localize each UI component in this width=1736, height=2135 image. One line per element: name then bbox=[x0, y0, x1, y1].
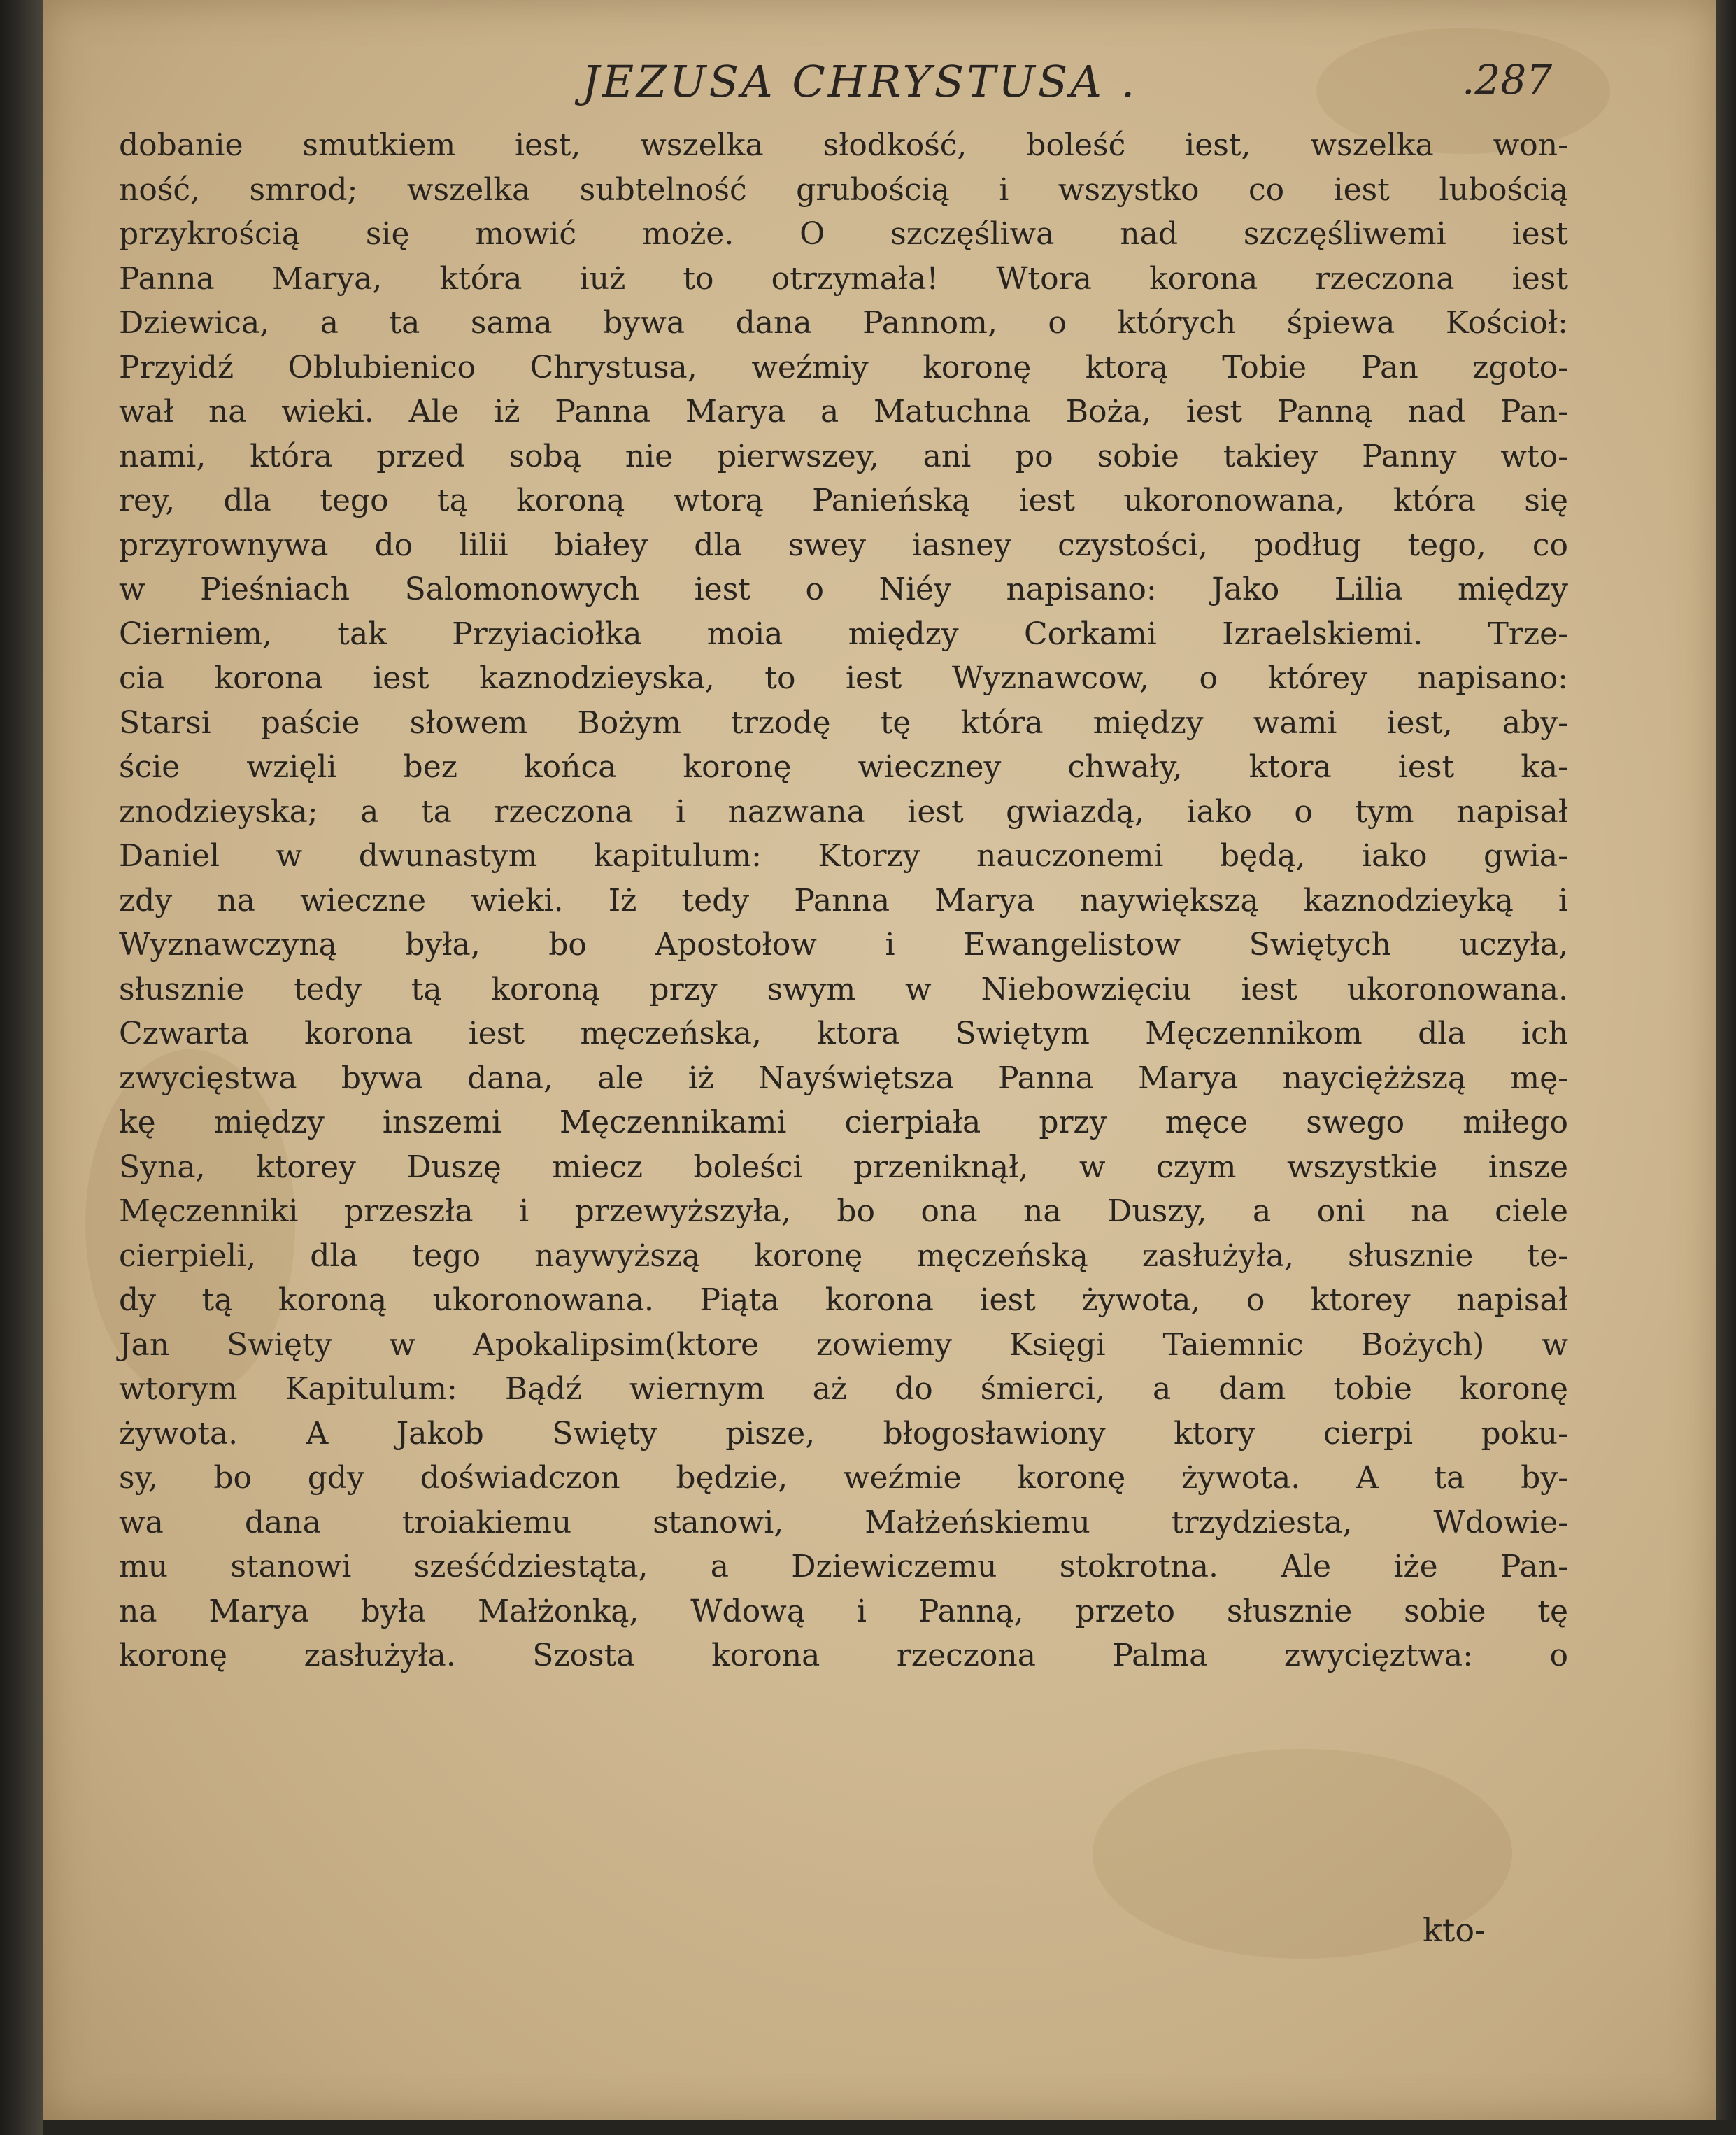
page-header bbox=[43, 56, 1716, 119]
text-line: zwycięstwa bywa dana, ale iż Nayświętsza Panna Marya nayciężższą mę- bbox=[119, 1060, 1568, 1096]
text-line: znodzieyska; a ta rzeczona i nazwana iest gwiazdą, iako o tym napisał bbox=[119, 793, 1568, 830]
text-line: mu stanowi sześćdziestąta, a Dziewiczemu stokrotna. Ale iże Pan- bbox=[119, 1549, 1568, 1584]
scan-bottom-edge bbox=[43, 2120, 1736, 2135]
text-line: kę między inszemi Męczennikami cierpiała przy męce swego miłego bbox=[119, 1105, 1568, 1140]
text-line: Przyidź Oblubienico Chrystusa, weźmiy koronę ktorą Tobie Pan zgoto- bbox=[119, 349, 1568, 385]
running-title: JEZUSA CHRYSTUSA . bbox=[582, 56, 1138, 107]
text-line: w Pieśniach Salomonowych iest o Niéy napisano: Jako Lilia między bbox=[119, 572, 1568, 607]
text-line: ność, smrod; wszelka subtelność grubością i wszystko co iest lubością bbox=[119, 171, 1568, 208]
text-line: cierpieli, dla tego naywyższą koronę męczeńską zasłużyła, słusznie te- bbox=[119, 1237, 1568, 1274]
text-line: wał na wieki. Ale iż Panna Marya a Matuchna Boża, iest Panną nad Pan- bbox=[119, 394, 1568, 430]
text-line: cia korona iest kaznodzieyska, to iest Wyznawcow, o którey napisano: bbox=[119, 660, 1568, 696]
text-line: Dziewica, a ta sama bywa dana Pannom, o których śpiewa Kościoł: bbox=[119, 305, 1568, 341]
page-number: .287 bbox=[1462, 56, 1553, 104]
text-line: przyrownywa do lilii białey dla swey iasney czystości, podług tego, co bbox=[119, 527, 1568, 563]
book-gutter bbox=[0, 0, 43, 2135]
text-line: rey, dla tego tą koroną wtorą Panieńską iest ukoronowana, która się bbox=[119, 483, 1568, 518]
text-line: dy tą koroną ukoronowana. Piąta korona iest żywota, o ktorey napisał bbox=[119, 1282, 1568, 1318]
scan-right-edge bbox=[1716, 0, 1736, 2135]
text-line: Czwarta korona iest męczeńska, ktora Swiętym Męczennikom dla ich bbox=[119, 1016, 1568, 1051]
body-text bbox=[119, 123, 1568, 1678]
text-line: Cierniem, tak Przyiaciołka moia między Corkami Izraelskiemi. Trze- bbox=[119, 616, 1568, 652]
text-line: Panna Marya, która iuż to otrzymała! Wtora korona rzeczona iest bbox=[119, 260, 1568, 297]
catchword: kto- bbox=[1423, 1911, 1486, 1949]
text-line: nami, która przed sobą nie pierwszey, ani po sobie takiey Panny wto- bbox=[119, 438, 1568, 474]
text-line: ście wzięli bez końca koronę wieczney chwały, ktora iest ka- bbox=[119, 749, 1568, 785]
text-line: przykrością się mowić może. O szczęśliwa nad szczęśliwemi iest bbox=[119, 216, 1568, 252]
text-line: żywota. A Jakob Swięty pisze, błogosławiony ktory cierpi poku- bbox=[119, 1415, 1568, 1452]
text-line: Starsi paście słowem Bożym trzodę tę która między wami iest, aby- bbox=[119, 704, 1568, 741]
text-line: Daniel w dwunastym kapitulum: Ktorzy nauczonemi będą, iako gwia- bbox=[119, 838, 1568, 874]
text-line: Wyznawczyną była, bo Apostołow i Ewangelistow Swiętych uczyła, bbox=[119, 927, 1568, 963]
text-line: koronę zasłużyła. Szosta korona rzeczona Palma zwycięztwa: o bbox=[119, 1638, 1568, 1673]
text-line: wtorym Kapitulum: Bądź wiernym aż do śmierci, a dam tobie koronę bbox=[119, 1371, 1568, 1407]
text-line: na Marya była Małżonką, Wdową i Panną, przeto słusznie sobie tę bbox=[119, 1593, 1568, 1629]
text-line: Jan Swięty w Apokalipsim(ktore zowiemy Księgi Taiemnic Bożych) w bbox=[119, 1326, 1568, 1363]
book-page bbox=[43, 0, 1716, 2120]
text-line: dobanie smutkiem iest, wszelka słodkość, boleść iest, wszelka won- bbox=[119, 127, 1568, 163]
text-line: sy, bo gdy doświadczon będzie, weźmie koronę żywota. A ta by- bbox=[119, 1460, 1568, 1496]
text-line: słusznie tedy tą koroną przy swym w Niebowzięciu iest ukoronowana. bbox=[119, 971, 1568, 1007]
text-line: Męczenniki przeszła i przewyższyła, bo ona na Duszy, a oni na ciele bbox=[119, 1193, 1568, 1229]
text-line: wa dana troiakiemu stanowi, Małżeńskiemu trzydziesta, Wdowie- bbox=[119, 1504, 1568, 1540]
text-line: Syna, ktorey Duszę miecz boleści przeniknął, w czym wszystkie insze bbox=[119, 1149, 1568, 1185]
text-line: zdy na wieczne wieki. Iż tedy Panna Marya naywiększą kaznodzieyką i bbox=[119, 882, 1568, 918]
